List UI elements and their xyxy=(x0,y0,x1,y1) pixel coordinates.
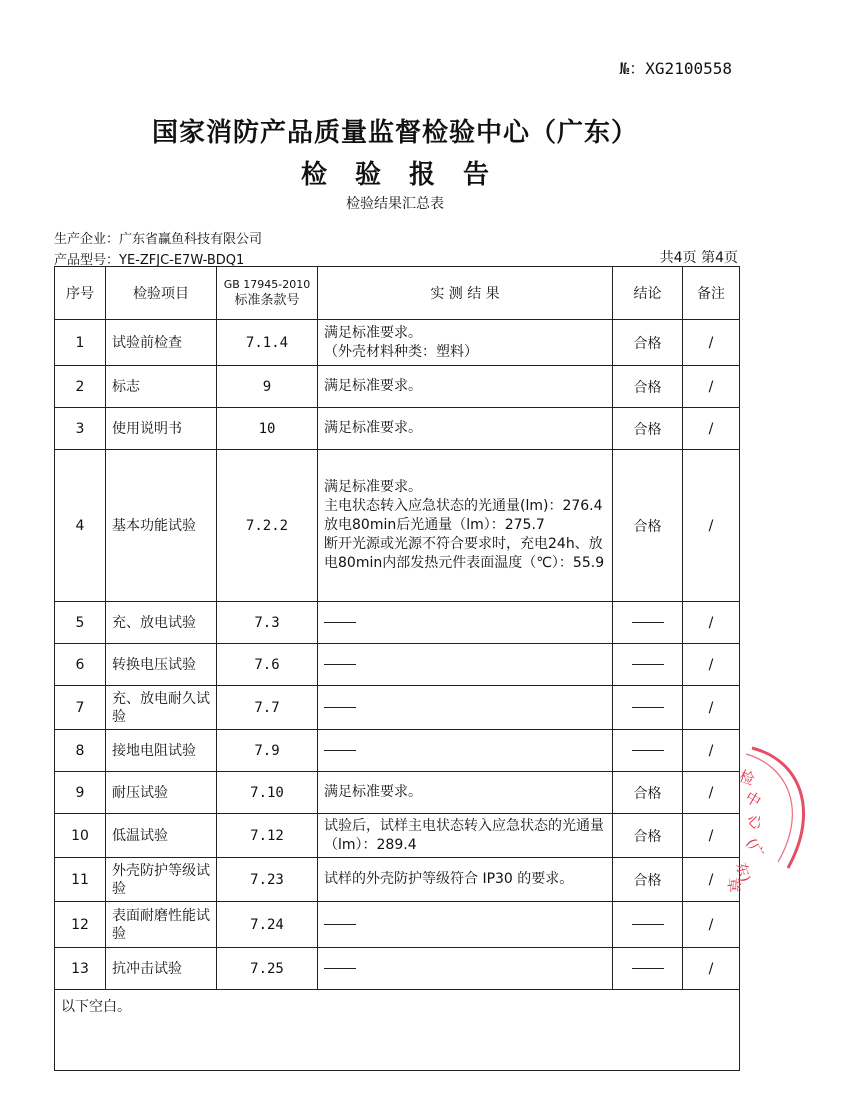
row-index: 5 xyxy=(55,602,106,644)
row-result: 试验后，试样主电状态转入应急状态的光通量（lm）：289.4 xyxy=(318,814,613,858)
row-result xyxy=(318,902,613,948)
results-table xyxy=(54,266,740,1071)
row-item-name: 抗冲击试验 xyxy=(106,948,217,990)
table-body xyxy=(55,320,740,990)
not-applicable-dash xyxy=(632,968,664,969)
header-conclusion: 结论 xyxy=(613,267,683,320)
row-note: / xyxy=(683,450,740,602)
table-row xyxy=(55,450,740,602)
row-conclusion: 合格 xyxy=(613,450,683,602)
row-index: 4 xyxy=(55,450,106,602)
row-result xyxy=(318,948,613,990)
row-note: / xyxy=(683,644,740,686)
row-index: 9 xyxy=(55,772,106,814)
row-item-name: 外壳防护等级试验 xyxy=(106,858,217,902)
not-applicable-dash xyxy=(632,750,664,751)
row-result: 试样的外壳防护等级符合 IP30 的要求。 xyxy=(318,858,613,902)
row-note: / xyxy=(683,320,740,366)
table-footer-row xyxy=(55,990,740,1071)
report-type-title: 检验报告 xyxy=(300,160,517,190)
svg-text:心: 心 xyxy=(743,810,767,834)
row-conclusion: 合格 xyxy=(613,366,683,408)
row-index: 7 xyxy=(55,686,106,730)
blank-remark: 以下空白。 xyxy=(55,990,740,1071)
row-note: / xyxy=(683,772,740,814)
not-applicable-dash xyxy=(632,707,664,708)
row-clause: 7.2.2 xyxy=(217,450,318,602)
table-row xyxy=(55,730,740,772)
svg-text:检: 检 xyxy=(736,766,757,789)
row-clause: 7.9 xyxy=(217,730,318,772)
row-result: 满足标准要求。 （外壳材料种类：塑料） xyxy=(318,320,613,366)
header-note: 备注 xyxy=(683,267,740,320)
row-result: 满足标准要求。 xyxy=(318,772,613,814)
table-row xyxy=(55,814,740,858)
row-item-name: 表面耐磨性能试验 xyxy=(106,902,217,948)
not-applicable-dash xyxy=(324,924,356,925)
not-applicable-dash xyxy=(324,707,356,708)
not-applicable-dash xyxy=(632,622,664,623)
row-index: 12 xyxy=(55,902,106,948)
header-standard xyxy=(217,267,318,320)
row-note: / xyxy=(683,686,740,730)
row-conclusion: 合格 xyxy=(613,408,683,450)
svg-text:东): 东) xyxy=(732,860,753,884)
row-conclusion: 合格 xyxy=(613,320,683,366)
summary-caption: 检验结果汇总表 xyxy=(346,196,444,212)
table-header-row xyxy=(55,267,740,320)
row-clause: 7.23 xyxy=(217,858,318,902)
row-conclusion xyxy=(613,602,683,644)
row-clause: 7.7 xyxy=(217,686,318,730)
row-note: / xyxy=(683,408,740,450)
row-item-name: 低温试验 xyxy=(106,814,217,858)
row-note: / xyxy=(683,902,740,948)
report-number: №：XG2100558 xyxy=(619,59,732,78)
row-conclusion xyxy=(613,686,683,730)
row-item-name: 转换电压试验 xyxy=(106,644,217,686)
header-item: 检验项目 xyxy=(106,267,217,320)
header-standard-code: GB 17945-2010 xyxy=(223,277,311,291)
row-clause: 7.6 xyxy=(217,644,318,686)
row-note: / xyxy=(683,730,740,772)
row-item-name: 使用说明书 xyxy=(106,408,217,450)
not-applicable-dash xyxy=(632,924,664,925)
page-counter: 共4页 第4页 xyxy=(659,250,738,266)
row-index: 1 xyxy=(55,320,106,366)
row-item-name: 充、放电耐久试验 xyxy=(106,686,217,730)
header-result: 实 测 结 果 xyxy=(318,267,613,320)
row-result xyxy=(318,644,613,686)
row-index: 6 xyxy=(55,644,106,686)
not-applicable-dash xyxy=(324,750,356,751)
row-note: / xyxy=(683,858,740,902)
row-item-name: 基本功能试验 xyxy=(106,450,217,602)
row-index: 3 xyxy=(55,408,106,450)
row-clause: 7.12 xyxy=(217,814,318,858)
row-clause: 7.25 xyxy=(217,948,318,990)
row-index: 13 xyxy=(55,948,106,990)
row-result xyxy=(318,686,613,730)
row-index: 2 xyxy=(55,366,106,408)
row-clause: 7.3 xyxy=(217,602,318,644)
row-item-name: 充、放电试验 xyxy=(106,602,217,644)
row-conclusion xyxy=(613,730,683,772)
model-line: 产品型号：YE-ZFJC-E7W-BDQ1 xyxy=(54,253,245,268)
row-result xyxy=(318,602,613,644)
row-result: 满足标准要求。 主电状态转入应急状态的光通量(lm)：276.4 放电80min后光通量（lm）：275.7 断开光源或光源不符合要求时，充电24h、放电80min内部发热元件表面温度（℃）：55.9 xyxy=(318,450,613,602)
row-item-name: 接地电阻试验 xyxy=(106,730,217,772)
table-row xyxy=(55,686,740,730)
svg-text:中: 中 xyxy=(742,787,765,811)
not-applicable-dash xyxy=(632,664,664,665)
row-item-name: 试验前检查 xyxy=(106,320,217,366)
table-row xyxy=(55,772,740,814)
row-conclusion xyxy=(613,902,683,948)
row-clause: 7.24 xyxy=(217,902,318,948)
row-note: / xyxy=(683,814,740,858)
row-index: 11 xyxy=(55,858,106,902)
header-standard-clause: 标准条款号 xyxy=(234,292,300,308)
row-clause: 7.10 xyxy=(217,772,318,814)
report-issuer-title: 国家消防产品质量监督检验中心（广东） xyxy=(151,118,638,148)
row-item-name: 耐压试验 xyxy=(106,772,217,814)
row-clause: 10 xyxy=(217,408,318,450)
table-row xyxy=(55,408,740,450)
table-row xyxy=(55,858,740,902)
row-result: 满足标准要求。 xyxy=(318,366,613,408)
row-clause: 7.1.4 xyxy=(217,320,318,366)
row-index: 10 xyxy=(55,814,106,858)
table-row xyxy=(55,602,740,644)
table-row xyxy=(55,902,740,948)
table-row xyxy=(55,366,740,408)
row-conclusion: 合格 xyxy=(613,858,683,902)
row-item-name: 标志 xyxy=(106,366,217,408)
row-conclusion: 合格 xyxy=(613,772,683,814)
svg-text:(广: (广 xyxy=(742,836,767,861)
row-note: / xyxy=(683,602,740,644)
not-applicable-dash xyxy=(324,664,356,665)
row-conclusion: 合格 xyxy=(613,814,683,858)
row-conclusion xyxy=(613,948,683,990)
official-seal-stamp xyxy=(724,740,850,894)
row-conclusion xyxy=(613,644,683,686)
manufacturer-line: 生产企业：广东省赢鱼科技有限公司 xyxy=(54,232,263,247)
not-applicable-dash xyxy=(324,622,356,623)
header-index: 序号 xyxy=(55,267,106,320)
row-note: / xyxy=(683,366,740,408)
row-clause: 9 xyxy=(217,366,318,408)
table-row xyxy=(55,320,740,366)
row-index: 8 xyxy=(55,730,106,772)
not-applicable-dash xyxy=(324,968,356,969)
table-row xyxy=(55,644,740,686)
svg-text:章: 章 xyxy=(724,876,744,894)
row-result: 满足标准要求。 xyxy=(318,408,613,450)
row-result xyxy=(318,730,613,772)
table-row xyxy=(55,948,740,990)
row-note: / xyxy=(683,948,740,990)
